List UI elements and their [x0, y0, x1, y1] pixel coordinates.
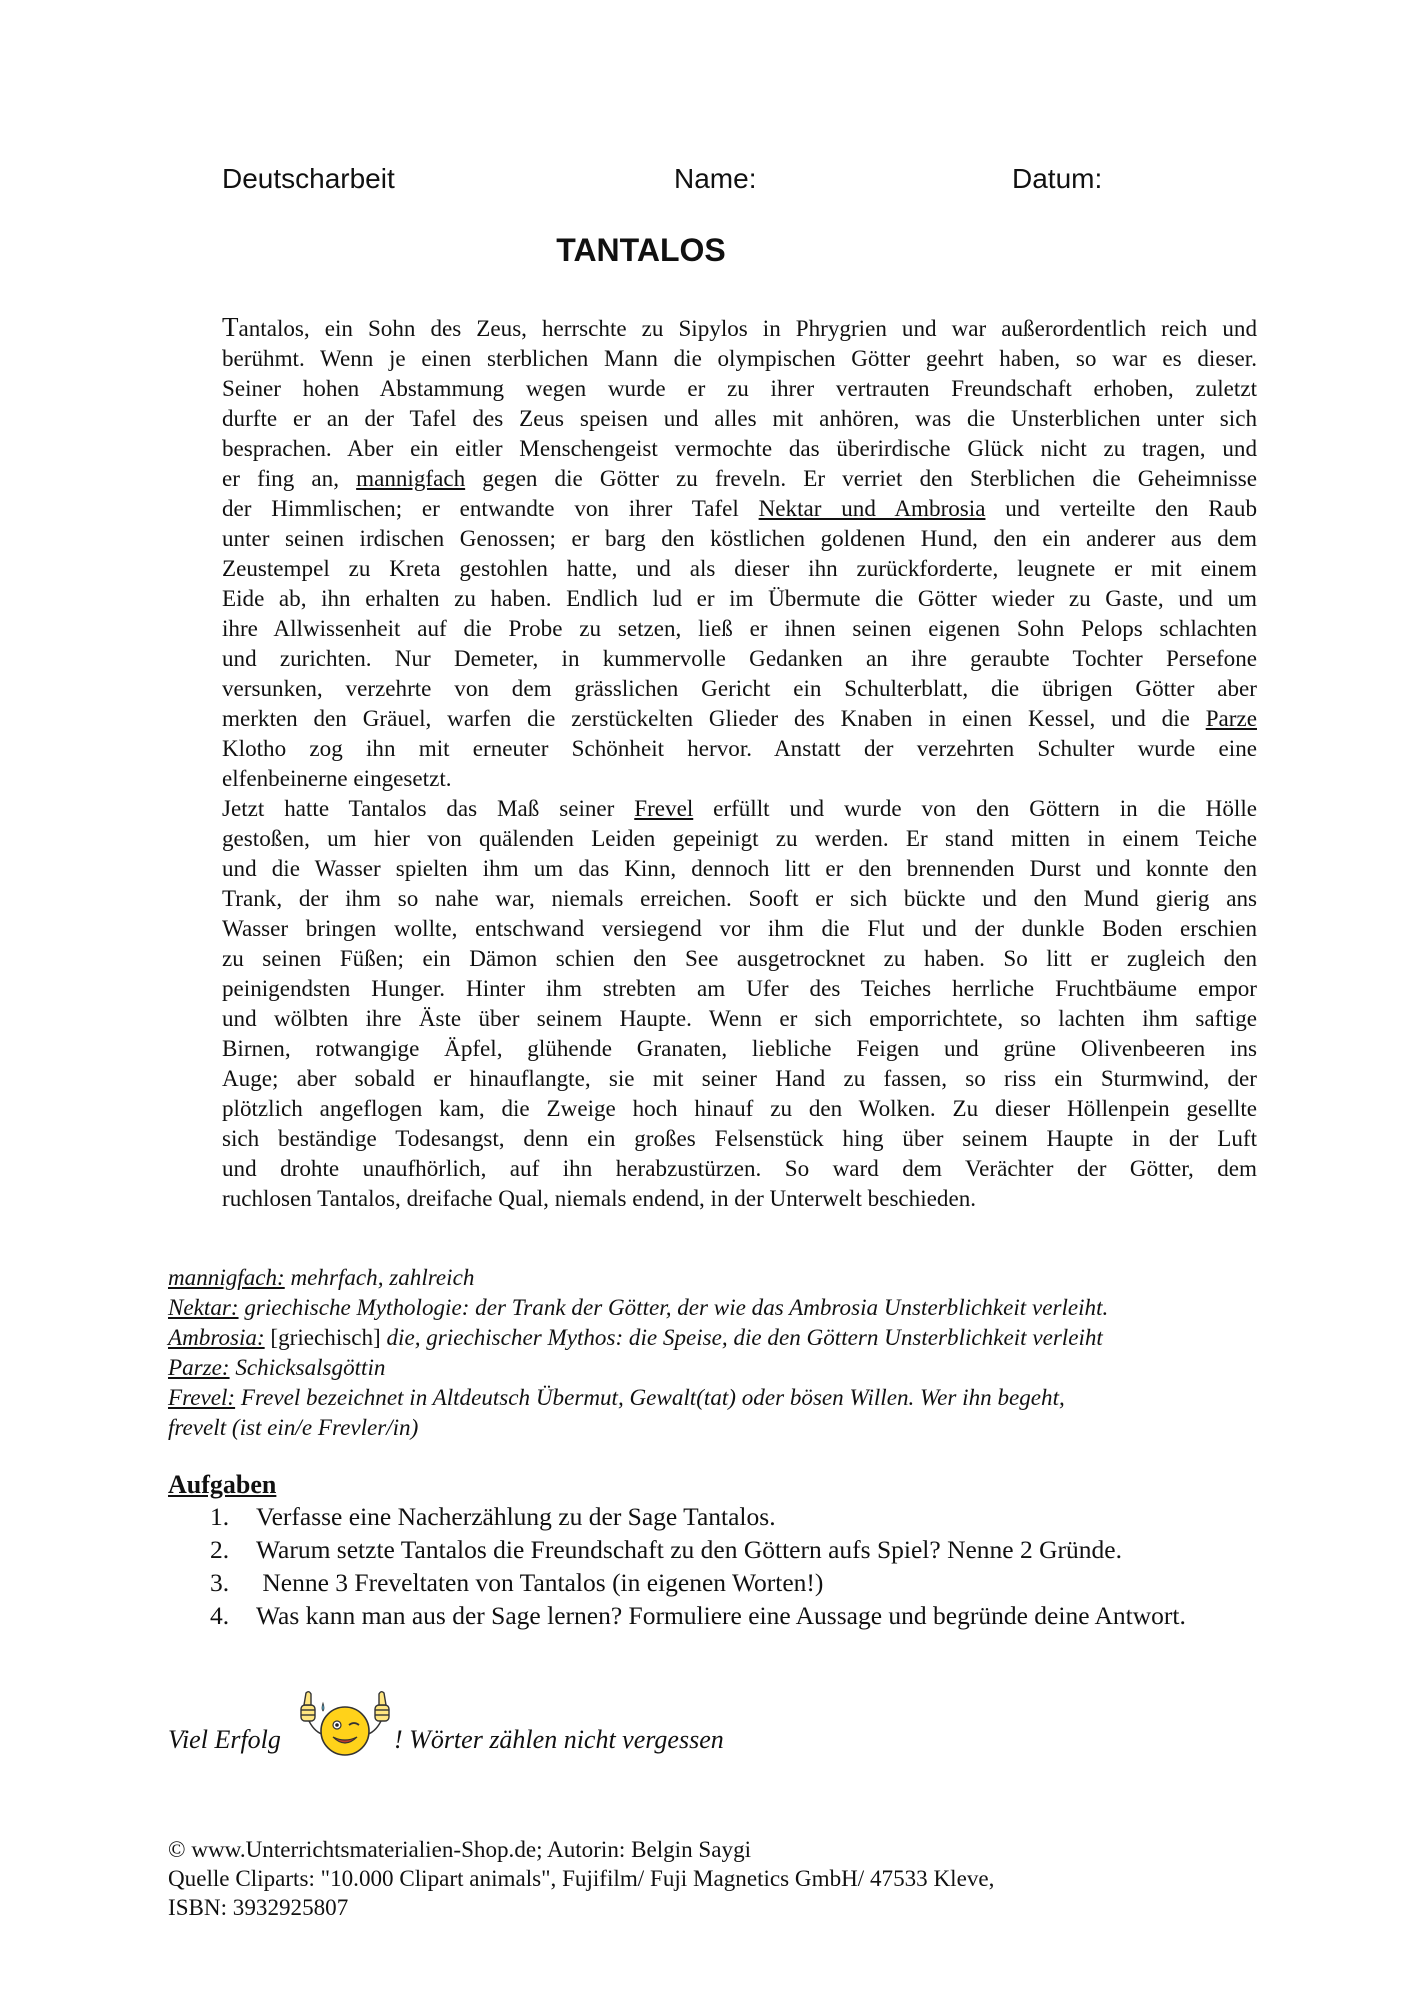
story-line: und drohte unaufhörlich, auf ihn herabzustürzen. So ward dem Verächter der Götter, dem: [222, 1155, 1257, 1181]
glossary-link-mannigfach: mannigfach: [356, 465, 466, 491]
story-text: [222, 312, 1257, 1213]
footer-copyright: © www.Unterrichtsmaterialien-Shop.de; Autorin: Belgin Saygi: [168, 1836, 752, 1862]
closing-text: ! Wörter zählen nicht vergessen: [394, 1725, 724, 1754]
glossary: [168, 1262, 1278, 1442]
glossary-link-parze: Parze: [1205, 705, 1257, 731]
story-line: berühmt. Wenn je einen sterblichen Mann die olympischen Götter geehrt haben, so war es dieser.: [222, 345, 1257, 371]
story-line: durfte er an der Tafel des Zeus speisen und alles mit anhören, was die Unsterblichen unter sich: [222, 405, 1257, 431]
task-item: 2. Warum setzte Tantalos die Freundschaft zu den Göttern aufs Spiel? Nenne 2 Gründe.: [210, 1535, 1122, 1564]
story-line: sich beständige Todesangst, denn ein großes Felsenstück hing über seinem Haupte in der Luft: [222, 1125, 1257, 1151]
footer: [168, 1835, 994, 1922]
glossary-link-nektar-ambrosia: Nektar und Ambrosia: [758, 495, 986, 521]
story-line: Klotho zog ihn mit erneuter Schönheit hervor. Anstatt der verzehrten Schulter wurde eine: [222, 735, 1257, 761]
story-line: und zurichten. Nur Demeter, in kummervolle Gedanken an ihre geraubte Tochter Persefone: [222, 645, 1257, 671]
glossary-entry: Parze: Schicksalsgöttin: [168, 1354, 386, 1380]
header-name-label: Name:: [674, 163, 757, 194]
story-line: und die Wasser spielten ihm um das Kinn, dennoch litt er den brennenden Durst und konnte den: [222, 855, 1257, 881]
glossary-entry: mannigfach: mehrfach, zahlreich: [168, 1264, 475, 1290]
story-line: ruchlosen Tantalos, dreifache Qual, niemals endend, in der Unterwelt beschieden.: [222, 1185, 977, 1211]
glossary-entry-continuation: frevelt (ist ein/e Frevler/in): [168, 1414, 419, 1440]
closing-text: Viel Erfolg: [168, 1725, 281, 1754]
task-item: 4. Was kann man aus der Sage lernen? Formuliere eine Aussage und begründe deine Antwort.: [210, 1601, 1186, 1630]
task-item: 1. Verfasse eine Nacherzählung zu der Sage Tantalos.: [210, 1502, 776, 1531]
story-line: besprachen. Aber ein eitler Menschengeist vermochte das überirdische Glück nicht zu tragen, und: [222, 435, 1257, 461]
story-line: Wasser bringen wollte, entschwand versiegend vor ihm die Flut und der dunkle Boden erschien: [222, 915, 1257, 941]
story-line: ihre Allwissenheit auf die Probe zu setzen, ließ er ihnen seinen eigenen Sohn Pelops schlachten: [222, 615, 1257, 641]
story-line: plötzlich angeflogen kam, die Zweige hoch hinauf zu den Wolken. Zu dieser Höllenpein gesellte: [222, 1095, 1257, 1121]
story-line: Seiner hohen Abstammung wegen wurde er zu ihrer vertrauten Freundschaft erhoben, zuletzt: [222, 375, 1257, 401]
story-line: er fing an, mannigfach gegen die Götter zu freveln. Er verriet den Sterblichen die Geheimnisse: [222, 465, 1257, 491]
story-line: Birnen, rotwangige Äpfel, glühende Granaten, liebliche Feigen und grüne Olivenbeeren ins: [222, 1035, 1257, 1061]
task-item: 3. Nenne 3 Freveltaten von Tantalos (in eigenen Worten!): [210, 1568, 824, 1597]
page-title: TANTALOS: [556, 232, 726, 268]
story-line: peinigendsten Hunger. Hinter ihm strebten am Ufer des Teiches herrliche Fruchtbäume empor: [222, 975, 1257, 1001]
story-line: merkten den Gräuel, warfen die zerstückelten Glieder des Knaben in einen Kessel, und die Parze: [222, 705, 1257, 731]
story-line: versunken, verzehrte von dem grässlichen Gericht ein Schulterblatt, die übrigen Götter aber: [222, 675, 1257, 701]
story-line: Zeustempel zu Kreta gestohlen hatte, und als dieser ihn zurückforderte, leugnete er mit einem: [222, 555, 1257, 581]
glossary-entry: Nektar: griechische Mythologie: der Trank der Götter, der wie das Ambrosia Unsterblichkeit verleiht.: [168, 1294, 1109, 1320]
glossary-entry: Ambrosia: [griechisch] die, griechischer Mythos: die Speise, die den Göttern Unsterblichkeit verleiht: [168, 1324, 1103, 1350]
footer-isbn: ISBN: 3932925807: [168, 1894, 349, 1920]
tasks-heading: Aufgaben: [168, 1470, 277, 1499]
header-subject: Deutscharbeit: [222, 163, 395, 194]
story-line: unter seinen irdischen Genossen; er barg den köstlichen goldenen Hund, den ein anderer aus dem: [222, 525, 1257, 551]
footer-source: Quelle Cliparts: "10.000 Clipart animals", Fujifilm/ Fuji Magnetics GmbH/ 47533 Kleve,: [168, 1865, 995, 1891]
story-line: der Himmlischen; er entwandte von ihrer Tafel Nektar und Ambrosia und verteilte den Raub: [222, 495, 1257, 521]
story-line: und wölbten ihre Äste über seinem Haupte. Wenn er sich emporrichtete, so lachten ihm saftige: [222, 1005, 1257, 1031]
story-line: Tantalos, ein Sohn des Zeus, herrschte zu Sipylos in Phrygrien und war außerordentlich reich und: [222, 312, 1257, 342]
story-line: Jetzt hatte Tantalos das Maß seiner Frevel erfüllt und wurde von den Göttern in die Hölle: [222, 795, 1257, 821]
story-line: zu seinen Füßen; ein Dämon schien den See ausgetrocknet zu haben. So litt er zugleich den: [222, 945, 1257, 971]
glossary-link-frevel: Frevel: [634, 795, 694, 821]
story-line: elfenbeinerne eingesetzt.: [222, 765, 452, 791]
header-date-label: Datum:: [1012, 163, 1103, 194]
glossary-entry: Frevel: Frevel bezeichnet in Altdeutsch Übermut, Gewalt(tat) oder bösen Willen. Wer ihn begeht,: [168, 1384, 1065, 1410]
story-line: Trank, der ihm so nahe war, niemals erreichen. Sooft er sich bückte und den Mund gierig ans: [222, 885, 1257, 911]
story-line: gestoßen, um hier von quälenden Leiden gepeinigt zu werden. Er stand mitten in einem Teiche: [222, 825, 1257, 851]
story-line: Auge; aber sobald er hinauflangte, sie mit seiner Hand zu fassen, so riss ein Sturmwind, der: [222, 1065, 1257, 1091]
smiley-thumbs-up-icon: [295, 1689, 395, 1761]
story-line: Eide ab, ihn erhalten zu haben. Endlich lud er im Übermute die Götter wieder zu Gaste, und um: [222, 585, 1257, 611]
task-list: [168, 1500, 1278, 1632]
